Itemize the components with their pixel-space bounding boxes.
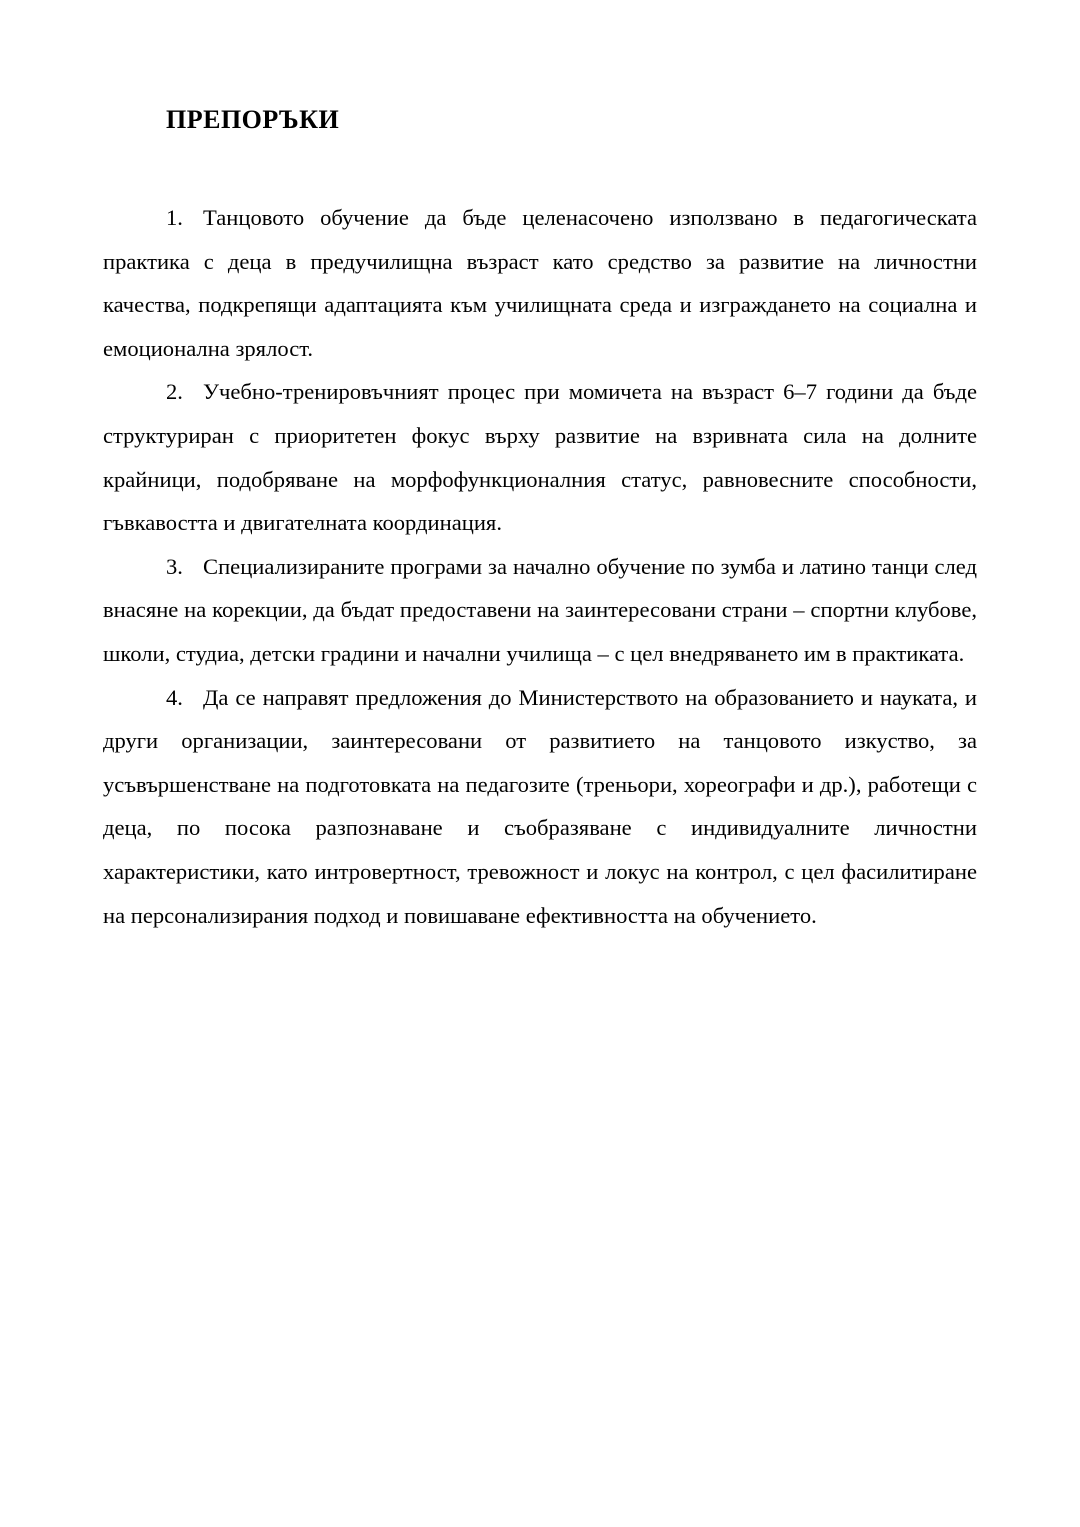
item-text: Танцовото обучение да бъде целенасочено използвано в педагогическата практика с деца в предучилищна възраст като средство за развитие на личностни качества, подкрепящи адаптацията към училищната среда и изграждането на социална и емоционална зрялост. <box>103 205 977 361</box>
item-text: Да се направят предложения до Министерството на образованието и науката, и други организации, заинтересовани от развитието на танцовото изкуство, за усъвършенстване на подготовката на педагозите (треньори, хореографи и др.), работещи с деца, по посока разпознаване и съобразяване с индивидуалните личностни характеристики, като интровертност, тревожност и локус на контрол, с цел фасилитиране на персонализирания подход и повишаване ефективността на обучението. <box>103 684 977 928</box>
item-number: 1. <box>166 205 183 230</box>
item-text: Специализираните програми за начално обучение по зумба и латино танци след внасяне на корекции, да бъдат предоставени на заинтересовани страни – спортни клубове, школи, студиа, детски градини и начални училища – с цел внедряването им в практиката. <box>103 553 977 666</box>
list-item <box>103 676 977 938</box>
item-text: Учебно-тренировъчният процес при момичета на възраст 6–7 години да бъде структуриран с приоритетен фокус върху развитие на взривната сила на долните крайници, подобряване на морфофункционалния статус, равновесните способности, гъвкавостта и двигателната координация. <box>103 379 977 536</box>
page-title: ПРЕПОРЪКИ <box>166 105 340 134</box>
item-number: 4. <box>166 684 183 710</box>
list-item <box>103 196 977 370</box>
item-number: 2. <box>166 379 183 405</box>
list-item <box>103 370 977 544</box>
list-item <box>103 545 977 676</box>
recommendations-list <box>103 196 977 937</box>
item-number: 3. <box>166 553 183 579</box>
